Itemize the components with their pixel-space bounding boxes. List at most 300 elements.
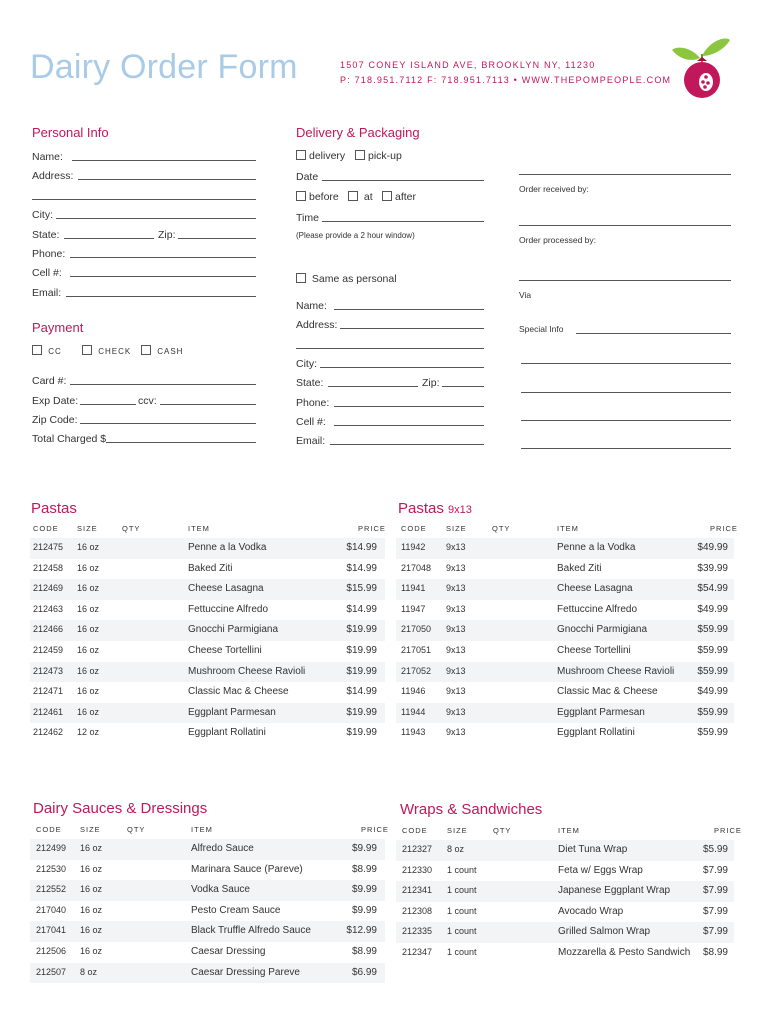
delivery-address-field[interactable] <box>340 328 484 329</box>
table-row <box>30 682 385 703</box>
item-size: 16 oz <box>77 562 100 573</box>
table-row <box>396 861 734 882</box>
card-label: Card #: <box>32 375 67 387</box>
column-header: ITEM <box>191 825 213 834</box>
state-field[interactable] <box>64 238 154 239</box>
item-code: 212469 <box>33 583 64 594</box>
item-size: 12 oz <box>77 727 100 738</box>
item-price: $14.99 <box>346 542 377 553</box>
item-code: 212463 <box>33 603 64 614</box>
column-header: PRICE <box>358 524 386 533</box>
special-info-field[interactable] <box>576 333 731 334</box>
personal-info-heading: Personal Info <box>32 125 109 140</box>
qty-field[interactable] <box>122 604 172 618</box>
item-size: 9x13 <box>446 686 466 697</box>
qty-field[interactable] <box>493 906 543 920</box>
column-header: CODE <box>36 825 62 834</box>
ccv-field[interactable] <box>160 404 256 405</box>
column-header: CODE <box>402 826 428 835</box>
qty-field[interactable] <box>492 666 542 680</box>
item-code: 217048 <box>401 562 432 573</box>
table-row <box>396 682 734 703</box>
qty-field[interactable] <box>493 947 543 961</box>
item-price: $9.99 <box>351 843 377 854</box>
qty-field[interactable] <box>492 727 542 741</box>
item-size: 16 oz <box>77 686 100 697</box>
qty-field[interactable] <box>493 926 543 940</box>
item-price: $49.99 <box>697 542 728 553</box>
delivery-zip-field[interactable] <box>442 386 484 387</box>
delivery-cell-field[interactable] <box>334 425 484 426</box>
table-row <box>30 620 385 641</box>
table-row <box>30 839 385 860</box>
qty-field[interactable] <box>122 707 172 721</box>
cc-checkbox[interactable] <box>32 345 42 355</box>
table-row <box>396 559 734 580</box>
qty-field[interactable] <box>122 583 172 597</box>
delivery-name-field[interactable] <box>334 309 484 310</box>
check-label: CHECK <box>98 347 132 356</box>
state-label: State: <box>32 229 60 241</box>
delivery-email-label: Email: <box>296 435 326 447</box>
qty-field[interactable] <box>122 645 172 659</box>
cash-label: CASH <box>157 347 184 356</box>
delivery-city-label: City: <box>296 358 317 370</box>
item-size: 16 oz <box>77 583 100 594</box>
qty-field[interactable] <box>127 905 177 919</box>
qty-field[interactable] <box>493 865 543 879</box>
item-code: 212473 <box>33 665 64 676</box>
pastas-9x13-heading <box>398 500 472 517</box>
item-name: Gnocchi Parmigiana <box>188 624 279 636</box>
after-option[interactable] <box>382 191 416 203</box>
delivery-state-label: State: <box>296 377 324 389</box>
pickup-label: pick-up <box>368 150 402 162</box>
exp-field[interactable] <box>80 404 136 405</box>
item-code: 217052 <box>401 665 432 676</box>
item-code: 212330 <box>402 864 433 875</box>
qty-field[interactable] <box>122 727 172 741</box>
table-row <box>30 703 385 724</box>
special-info-line-2[interactable] <box>521 363 731 364</box>
item-name: Classic Mac & Cheese <box>557 686 658 698</box>
pickup-checkbox[interactable] <box>355 150 365 160</box>
qty-field[interactable] <box>492 645 542 659</box>
same-as-personal-checkbox[interactable] <box>296 273 306 283</box>
qty-field[interactable] <box>127 843 177 857</box>
total-field[interactable] <box>106 442 256 443</box>
sauces-heading: Dairy Sauces & Dressings <box>33 800 208 817</box>
item-size: 9x13 <box>446 645 466 655</box>
item-price: $19.99 <box>346 706 377 718</box>
table-row <box>30 723 385 744</box>
total-label: Total Charged $ <box>32 433 107 445</box>
item-code: 217051 <box>401 645 432 655</box>
item-code: 212341 <box>402 885 433 896</box>
item-name: Mushroom Cheese Ravioli <box>557 665 675 677</box>
processed-by-label: Order processed by: <box>519 235 597 245</box>
wraps-heading: Wraps & Sandwiches <box>400 801 543 818</box>
qty-field[interactable] <box>122 624 172 638</box>
item-price: $19.99 <box>346 727 377 739</box>
pastas-heading: Pastas <box>31 500 77 517</box>
column-header: SIZE <box>447 826 468 835</box>
item-name: Cheese Tortellini <box>557 645 631 656</box>
qty-field[interactable] <box>492 686 542 700</box>
name-label: Name: <box>32 151 63 163</box>
qty-field[interactable] <box>127 967 177 981</box>
item-size: 16 oz <box>80 904 103 915</box>
qty-field[interactable] <box>122 563 172 577</box>
item-name: Cheese Lasagna <box>557 583 633 595</box>
item-size: 8 oz <box>80 966 98 977</box>
email-label: Email: <box>32 287 62 299</box>
qty-field[interactable] <box>493 844 543 858</box>
qty-field[interactable] <box>127 925 177 939</box>
delivery-heading: Delivery & Packaging <box>296 125 420 140</box>
zip-code-field[interactable] <box>80 423 256 424</box>
item-code: 212462 <box>33 727 64 738</box>
time-window-note: (Please provide a 2 hour window) <box>296 231 415 240</box>
item-price: $49.99 <box>697 603 728 615</box>
delivery-state-field[interactable] <box>328 386 418 387</box>
item-price: $14.99 <box>346 686 377 698</box>
column-header: QTY <box>127 825 146 834</box>
column-header: CODE <box>401 524 427 533</box>
item-price: $12.99 <box>346 925 377 937</box>
check-checkbox[interactable] <box>82 345 92 355</box>
email-field[interactable] <box>66 296 256 297</box>
item-code: 212335 <box>402 926 433 937</box>
item-code: 11947 <box>401 603 426 614</box>
contact-line: P: 718.951.7112 F: 718.951.7113 • WWW.THEPOMPEOPLE.COM <box>340 75 672 85</box>
address-field[interactable] <box>78 179 256 180</box>
cell-field[interactable] <box>70 276 256 277</box>
payment-cash-option[interactable] <box>141 345 183 356</box>
item-price: $49.99 <box>697 686 728 698</box>
item-code: 212458 <box>33 562 64 573</box>
item-price: $19.99 <box>346 665 377 677</box>
item-code: 212459 <box>33 645 64 655</box>
column-header: PRICE <box>710 524 738 533</box>
table-row <box>396 840 734 861</box>
item-name: Fettuccine Alfredo <box>188 603 269 615</box>
item-name: Feta w/ Eggs Wrap <box>558 864 643 876</box>
table-row <box>30 559 385 580</box>
item-size: 1 count <box>447 926 477 937</box>
special-info-line-3[interactable] <box>521 392 731 393</box>
table-row <box>30 641 385 662</box>
item-name: Classic Mac & Cheese <box>188 686 289 698</box>
item-price: $59.99 <box>697 727 728 739</box>
item-price: $59.99 <box>697 624 728 636</box>
phone-field[interactable] <box>70 257 256 258</box>
item-name: Black Truffle Alfredo Sauce <box>191 925 311 937</box>
address-line: 1507 CONEY ISLAND AVE, BROOKLYN NY, 11230 <box>340 60 596 70</box>
received-by-label: Order received by: <box>519 184 589 194</box>
item-code: 212347 <box>402 947 433 957</box>
item-code: 212475 <box>33 542 64 552</box>
delivery-option[interactable] <box>296 150 345 162</box>
special-info-line-5[interactable] <box>521 448 731 449</box>
item-name: Cheese Tortellini <box>188 645 262 656</box>
item-size: 9x13 <box>446 624 466 635</box>
item-price: $9.99 <box>351 904 377 916</box>
date-field[interactable] <box>322 180 484 181</box>
table-row <box>396 922 734 943</box>
phone-label: Phone: <box>32 248 66 260</box>
item-size: 9x13 <box>446 603 466 614</box>
time-label: Time <box>296 212 319 224</box>
table-row <box>30 963 385 984</box>
before-checkbox[interactable] <box>296 191 306 201</box>
table-row <box>396 902 734 923</box>
item-price: $19.99 <box>346 645 377 656</box>
item-size: 16 oz <box>77 706 100 717</box>
table-row <box>396 579 734 600</box>
exp-label: Exp Date: <box>32 395 79 407</box>
at-checkbox[interactable] <box>348 191 358 201</box>
item-code: 217050 <box>401 624 432 635</box>
cc-label: CC <box>48 347 62 356</box>
item-size: 1 count <box>447 947 477 957</box>
delivery-address-label: Address: <box>296 319 338 331</box>
ccv-label: ccv: <box>138 395 157 407</box>
address-field-line-2[interactable] <box>32 199 256 200</box>
qty-field[interactable] <box>492 542 542 556</box>
qty-field[interactable] <box>492 583 542 597</box>
qty-field[interactable] <box>127 884 177 898</box>
item-code: 212530 <box>36 863 67 874</box>
payment-check-option[interactable] <box>82 345 131 356</box>
item-size: 1 count <box>447 885 477 896</box>
item-size: 16 oz <box>80 946 103 956</box>
item-size: 1 count <box>447 905 477 916</box>
item-name: Eggplant Parmesan <box>557 706 645 718</box>
same-as-personal-option[interactable] <box>296 273 397 285</box>
table-row <box>30 921 385 942</box>
item-code: 11944 <box>401 706 426 717</box>
item-name: Japanese Eggplant Wrap <box>558 885 671 897</box>
table-row <box>396 620 734 641</box>
item-price: $7.99 <box>702 926 728 938</box>
item-size: 16 oz <box>80 863 103 874</box>
before-option[interactable] <box>296 191 339 203</box>
after-checkbox[interactable] <box>382 191 392 201</box>
item-size: 9x13 <box>446 542 466 552</box>
item-size: 16 oz <box>80 843 103 853</box>
before-label: before <box>309 191 339 203</box>
column-header: SIZE <box>446 524 467 533</box>
item-price: $8.99 <box>351 946 377 957</box>
column-header: PRICE <box>361 825 389 834</box>
column-header: SIZE <box>77 524 98 533</box>
item-price: $59.99 <box>697 645 728 656</box>
delivery-city-field[interactable] <box>320 367 484 368</box>
item-name: Vodka Sauce <box>191 884 250 896</box>
item-code: 11943 <box>401 727 426 738</box>
via-label: Via <box>519 290 532 300</box>
item-name: Fettuccine Alfredo <box>557 603 638 615</box>
column-header: PRICE <box>714 826 742 835</box>
item-name: Pesto Cream Sauce <box>191 904 281 916</box>
item-price: $7.99 <box>702 905 728 917</box>
item-code: 217040 <box>36 904 67 915</box>
item-name: Marinara Sauce (Pareve) <box>191 863 303 875</box>
delivery-label: delivery <box>309 150 346 162</box>
item-size: 16 oz <box>77 645 100 655</box>
cash-checkbox[interactable] <box>141 345 151 355</box>
item-code: 11942 <box>401 542 426 552</box>
card-field[interactable] <box>70 384 256 385</box>
table-row <box>396 538 734 559</box>
table-row <box>30 662 385 683</box>
office-top-line[interactable] <box>519 174 731 175</box>
delivery-phone-field[interactable] <box>334 406 484 407</box>
payment-heading: Payment <box>32 320 84 335</box>
qty-field[interactable] <box>122 666 172 680</box>
same-as-personal-label: Same as personal <box>311 273 397 285</box>
column-header: SIZE <box>80 825 101 834</box>
item-size: 1 count <box>447 864 477 875</box>
item-name: Penne a la Vodka <box>188 542 267 553</box>
item-price: $9.99 <box>351 884 377 896</box>
item-price: $19.99 <box>346 624 377 636</box>
delivery-email-field[interactable] <box>330 444 484 445</box>
column-header: CODE <box>33 524 59 533</box>
item-size: 16 oz <box>77 665 100 676</box>
item-size: 16 oz <box>77 624 100 635</box>
item-name: Caesar Dressing Pareve <box>191 966 300 978</box>
table-row <box>30 942 385 963</box>
table-row <box>30 880 385 901</box>
item-code: 212466 <box>33 624 64 635</box>
item-size: 16 oz <box>80 925 103 936</box>
table-row <box>396 881 734 902</box>
delivery-name-label: Name: <box>296 300 327 312</box>
table-row <box>30 600 385 621</box>
qty-field[interactable] <box>492 563 542 577</box>
store-address <box>340 58 671 88</box>
item-price: $8.99 <box>702 947 728 958</box>
item-code: 212308 <box>402 905 433 916</box>
item-name: Baked Ziti <box>188 562 233 574</box>
column-header: QTY <box>492 524 511 533</box>
item-name: Mushroom Cheese Ravioli <box>188 665 306 677</box>
delivery-zip-label: Zip: <box>422 377 440 389</box>
item-size: 9x13 <box>446 583 466 594</box>
item-size: 8 oz <box>447 844 465 854</box>
item-code: 11941 <box>401 583 426 594</box>
page-title: Dairy Order Form <box>30 48 298 86</box>
table-row <box>30 860 385 881</box>
item-price: $8.99 <box>351 863 377 875</box>
received-by-field[interactable] <box>519 225 731 226</box>
table-row <box>396 703 734 724</box>
table-row <box>30 538 385 559</box>
qty-field[interactable] <box>122 542 172 556</box>
pomegranate-logo-icon <box>672 36 732 100</box>
column-header: ITEM <box>558 826 580 835</box>
qty-field[interactable] <box>493 885 543 899</box>
at-label: at <box>363 191 373 203</box>
item-name: Eggplant Rollatini <box>188 727 266 739</box>
qty-field[interactable] <box>492 604 542 618</box>
processed-by-field[interactable] <box>519 280 731 281</box>
zip-code-label: Zip Code: <box>32 414 78 426</box>
item-code: 212327 <box>402 844 433 854</box>
item-code: 212507 <box>36 966 67 977</box>
item-name: Avocado Wrap <box>558 905 624 917</box>
item-price: $6.99 <box>351 966 377 978</box>
column-header: QTY <box>493 826 512 835</box>
name-field[interactable] <box>72 160 256 161</box>
item-code: 217041 <box>36 925 67 936</box>
table-row <box>396 723 734 744</box>
item-price: $14.99 <box>346 562 377 574</box>
table-row <box>30 579 385 600</box>
item-code: 212471 <box>33 686 64 697</box>
pastas-9x13-title: Pastas <box>398 500 444 517</box>
payment-cc-option[interactable] <box>32 345 62 356</box>
item-name: Caesar Dressing <box>191 946 266 957</box>
time-field[interactable] <box>322 221 484 222</box>
item-name: Grilled Salmon Wrap <box>558 926 651 938</box>
item-price: $5.99 <box>702 844 728 855</box>
qty-field[interactable] <box>122 686 172 700</box>
pastas-9x13-suffix: 9x13 <box>448 504 472 516</box>
item-code: 212552 <box>36 884 67 895</box>
after-label: after <box>395 191 417 203</box>
city-field[interactable] <box>56 218 256 219</box>
item-price: $14.99 <box>346 603 377 615</box>
qty-field[interactable] <box>127 946 177 960</box>
zip-field[interactable] <box>178 238 256 239</box>
address-label: Address: <box>32 170 74 182</box>
item-size: 9x13 <box>446 562 466 573</box>
item-price: $59.99 <box>697 665 728 677</box>
item-name: Mozzarella & Pesto Sandwich <box>558 947 691 958</box>
zip-label: Zip: <box>158 229 176 241</box>
at-option[interactable] <box>348 191 373 203</box>
column-header: ITEM <box>557 524 579 533</box>
item-name: Cheese Lasagna <box>188 583 264 595</box>
item-code: 212499 <box>36 843 67 853</box>
delivery-checkbox[interactable] <box>296 150 306 160</box>
item-name: Alfredo Sauce <box>191 843 254 854</box>
pickup-option[interactable] <box>355 150 402 162</box>
item-size: 16 oz <box>80 884 103 895</box>
special-info-label: Special Info <box>519 324 564 334</box>
item-price: $39.99 <box>697 562 728 574</box>
delivery-address-field-line-2[interactable] <box>296 348 484 349</box>
item-price: $54.99 <box>697 583 728 595</box>
item-name: Baked Ziti <box>557 562 602 574</box>
delivery-cell-label: Cell #: <box>296 416 326 428</box>
item-size: 9x13 <box>446 706 466 717</box>
qty-field[interactable] <box>492 624 542 638</box>
item-price: $15.99 <box>346 583 377 595</box>
item-price: $7.99 <box>702 864 728 876</box>
qty-field[interactable] <box>127 864 177 878</box>
qty-field[interactable] <box>492 707 542 721</box>
special-info-line-4[interactable] <box>521 420 731 421</box>
item-price: $7.99 <box>702 885 728 897</box>
table-row <box>30 901 385 922</box>
cell-label: Cell #: <box>32 267 62 279</box>
table-row <box>396 662 734 683</box>
column-header: QTY <box>122 524 141 533</box>
